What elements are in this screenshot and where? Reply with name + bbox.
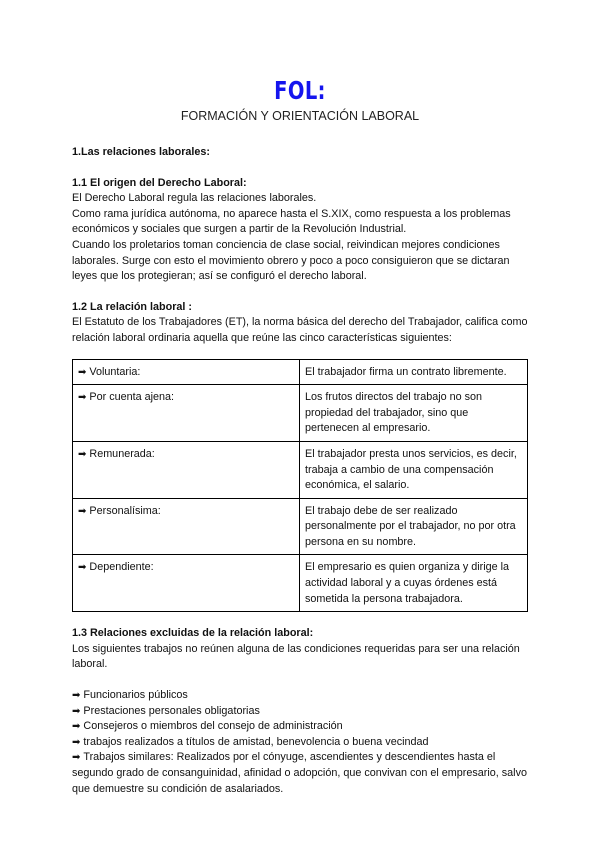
list-item: ➡ Funcionarios públicos bbox=[72, 689, 188, 702]
section-1-heading: 1.Las relaciones laborales: bbox=[72, 146, 211, 158]
list-item: ➡ Trabajos similares: Realizados por el cónyuge, ascendientes y descendientes hasta el segundo grado de consanguinidad, afinidad o adopción, que convivan con el empresario, salvo que demuestre su condición de asalariados. bbox=[72, 751, 527, 795]
section-1-1-paragraph: El Derecho Laboral regula las relaciones laborales. bbox=[72, 192, 317, 205]
section-1-1-paragraph: Como rama jurídica autónoma, no aparece hasta el S.XIX, como respuesta a los problemas económicos y sociales que surgen a partir de la Revolución Industrial. bbox=[72, 207, 511, 236]
document-body bbox=[72, 145, 532, 797]
list-item: ➡ Consejeros o miembros del consejo de administración bbox=[72, 720, 343, 733]
section-1-3-intro: Los siguientes trabajos no reúnen alguna de las condiciones requeridas para ser una relación laboral. bbox=[72, 642, 520, 671]
section-1-1-heading: 1.1 El origen del Derecho Laboral: bbox=[72, 176, 247, 189]
table-term-cell bbox=[73, 385, 300, 442]
characteristics-table bbox=[72, 359, 528, 613]
table-term-cell bbox=[73, 555, 300, 612]
section-1-3-heading: 1.3 Relaciones excluidas de la relación laboral: bbox=[72, 627, 314, 640]
table-description: El trabajador presta unos servicios, es decir, trabaja a cambio de una compensación económica, el salario. bbox=[300, 441, 528, 498]
table-row bbox=[73, 385, 528, 442]
excluded-list bbox=[72, 688, 532, 797]
table-term-cell bbox=[73, 441, 300, 498]
table-term: Personalísima: bbox=[89, 504, 161, 517]
table-term: Por cuenta ajena: bbox=[89, 391, 175, 404]
arrow-right-icon: ➡ bbox=[78, 448, 87, 460]
section-1-2-heading: 1.2 La relación laboral : bbox=[72, 300, 193, 313]
arrow-right-icon: ➡ bbox=[78, 562, 87, 574]
document-title: FOL: bbox=[274, 76, 326, 105]
arrow-right-icon: ➡ bbox=[72, 736, 81, 748]
table-description: El trabajador firma un contrato libremente. bbox=[300, 359, 528, 385]
table-term: Voluntaria: bbox=[89, 365, 141, 378]
list-item: ➡ Prestaciones personales obligatorias bbox=[72, 704, 260, 717]
section-1-2-intro: El Estatuto de los Trabajadores (ET), la norma básica del derecho del Trabajador, califica como relación laboral ordinaria aquella que reúne las cinco características siguientes: bbox=[72, 316, 528, 344]
table-description: Los frutos directos del trabajo no son propiedad del trabajador, sino que pertenecen al empresario. bbox=[300, 385, 528, 442]
table-row bbox=[73, 359, 528, 385]
arrow-right-icon: ➡ bbox=[72, 690, 81, 702]
arrow-right-icon: ➡ bbox=[72, 721, 81, 733]
table-term: Dependiente: bbox=[89, 561, 154, 574]
table-term-cell bbox=[73, 498, 300, 555]
arrow-right-icon: ➡ bbox=[78, 505, 87, 517]
table-row bbox=[73, 555, 528, 612]
section-1-1-paragraph: Cuando los proletarios toman conciencia de clase social, reivindican mejores condiciones laborales. Surge con esto el movimiento obrero y poco a poco consiguieron que se dictaran leyes que los protegieran; así se configuró el derecho laboral. bbox=[72, 238, 510, 283]
table-row bbox=[73, 498, 528, 555]
arrow-right-icon: ➡ bbox=[78, 366, 87, 378]
arrow-right-icon: ➡ bbox=[78, 392, 87, 404]
table-row bbox=[73, 441, 528, 498]
arrow-right-icon: ➡ bbox=[72, 752, 81, 764]
table-term: Remunerada: bbox=[89, 447, 155, 460]
table-term-cell bbox=[73, 359, 300, 385]
arrow-right-icon: ➡ bbox=[72, 705, 81, 717]
list-item: ➡ trabajos realizados a títulos de amistad, benevolencia o buena vecindad bbox=[72, 735, 429, 748]
document-subtitle: FORMACIÓN Y ORIENTACIÓN LABORAL bbox=[180, 109, 420, 123]
table-description: El trabajo debe de ser realizado personalmente por el trabajador, no por otra persona en su nombre. bbox=[300, 498, 528, 555]
table-description: El empresario es quien organiza y dirige la actividad laboral y a cuyas órdenes está sometida la persona trabajadora. bbox=[300, 555, 528, 612]
